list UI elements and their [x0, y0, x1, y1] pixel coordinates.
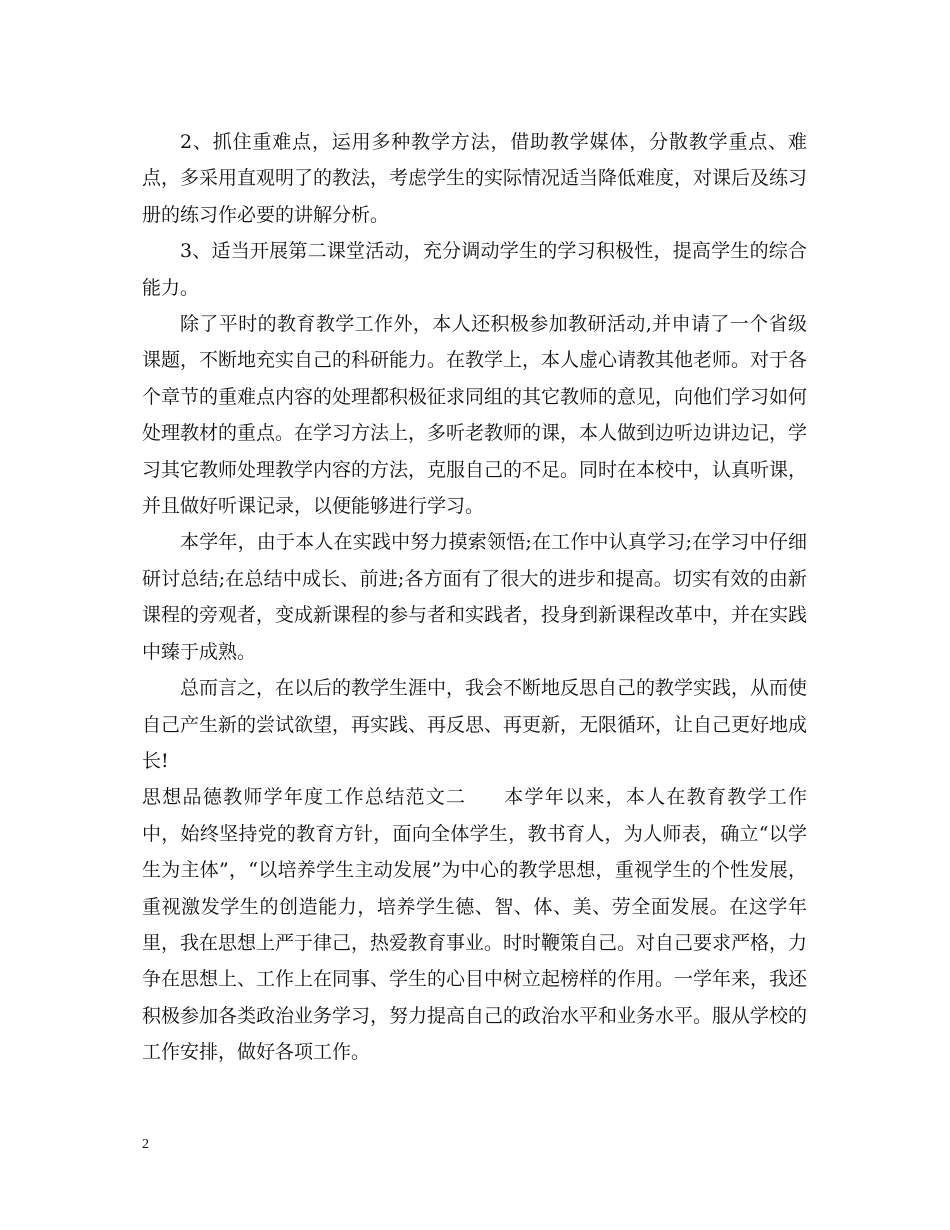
section-title: 思想品德教师学年度工作总结范文二: [142, 786, 467, 809]
paragraph-point-2: 2、抓住重难点，运用多种教学方法，借助教学媒体，分散教学重点、难点，多采用直观明了的教法，考虑学生的实际情况适当降低难度，对课后及练习册的练习作必要的讲解分析。: [142, 131, 808, 226]
section-body: 本学年以来，本人在教育教学工作中，始终坚持党的教育方针，面向全体学生，教书育人，为人师表，确立“以学生为主体”，“以培养学生主动发展”为中心的教学思想，重视学生的个性发展，重视激发学生的创造能力，培养学生德、智、体、美、劳全面发展。在这学年里，我在思想上严于律己，热爱教育事业。时时鞭策自己。对自己要求严格，力争在思想上、工作上在同事、学生的心目中树立起榜样的作用。一学年来，我还积极参加各类政治业务学习，努力提高自己的政治水平和业务水平。服从学校的工作安排，做好各项工作。: [142, 786, 808, 1064]
paragraph-conclusion: 总而言之，在以后的教学生涯中，我会不断地反思自己的教学实践，从而使自己产生新的尝试欲望，再实践、再反思、再更新，无限循环，让自己更好地成长!: [142, 677, 808, 772]
paragraph-point-3: 3、适当开展第二课堂活动，充分调动学生的学习积极性，提高学生的综合能力。: [142, 240, 807, 299]
section-two: [142, 779, 807, 1070]
paragraph-growth: 本学年，由于本人在实践中努力摸索领悟;在工作中认真学习;在学习中仔细研讨总结;在总结中成长、前进;各方面有了很大的进步和提高。切实有效的由新课程的旁观者，变成新课程的参与者和实践者，投身到新课程改革中，并在实践中臻于成熟。: [142, 531, 808, 663]
page-number: 2: [142, 1137, 149, 1152]
paragraph-research: 除了平时的教育教学工作外，本人还积极参加教研活动,并申请了一个省级课题，不断地充实自己的科研能力。在教学上，本人虚心请教其他老师。对于各个章节的重难点内容的处理都积极征求同组的其它教师的意见，向他们学习如何处理教材的重点。在学习方法上，多听老教师的课，本人做到边听边讲边记，学习其它教师处理教学内容的方法，克服自己的不足。同时在本校中，认真听课，并且做好听课记录，以便能够进行学习。: [142, 313, 808, 518]
document-body: [142, 124, 807, 1071]
